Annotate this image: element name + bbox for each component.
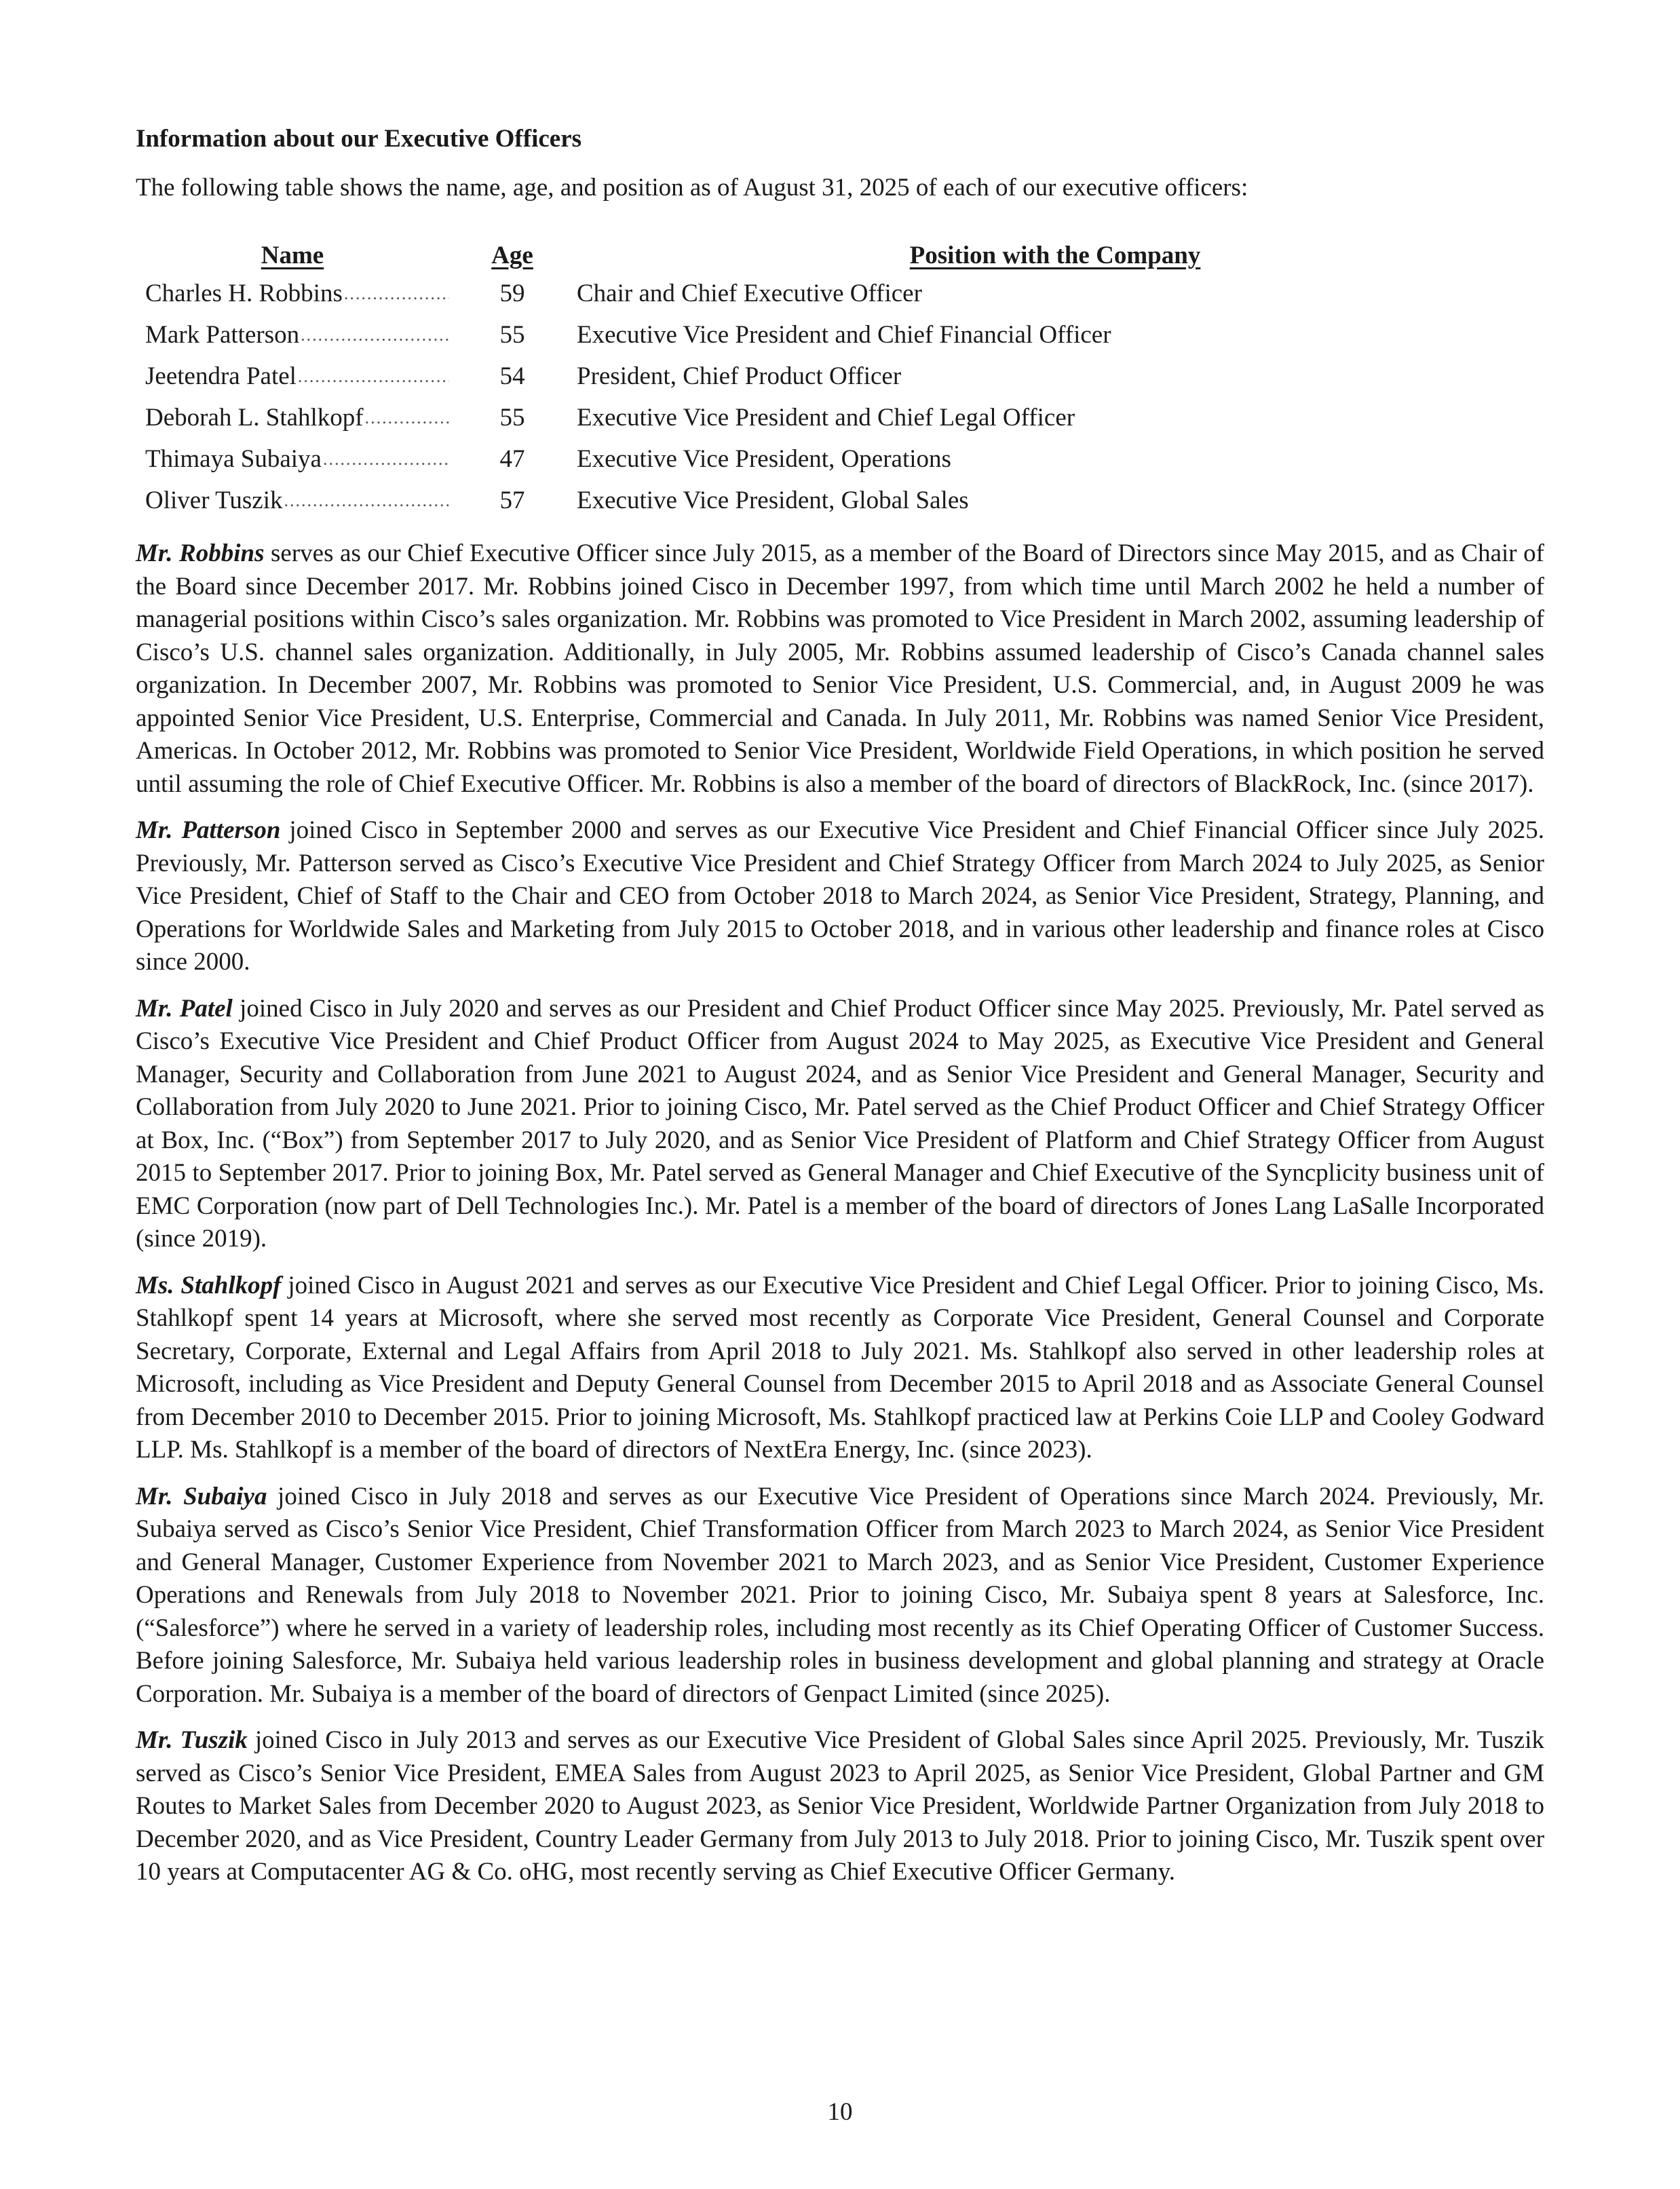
officer-name: Jeetendra Patel: [145, 362, 297, 390]
table-row: [136, 273, 1544, 314]
officer-position: Executive Vice President, Operations: [577, 445, 951, 473]
officer-age: 54: [499, 362, 525, 390]
bio-lead-name: Mr. Patel: [136, 994, 233, 1023]
officer-name: Oliver Tuszik: [145, 487, 283, 514]
table-row: [136, 480, 1544, 521]
column-header-name: Name: [261, 242, 324, 269]
table-row: [136, 356, 1544, 397]
bio-paragraph-stahlkopf: [136, 1270, 1544, 1467]
dot-leader: [283, 480, 449, 521]
officer-position: President, Chief Product Officer: [577, 362, 902, 390]
officer-name-cell: [145, 438, 449, 480]
officer-name-cell: [145, 273, 449, 314]
bio-lead-name: Mr. Patterson: [136, 816, 281, 844]
bio-lead-name: Mr. Robbins: [136, 539, 265, 567]
section-title: Information about our Executive Officers: [136, 125, 582, 153]
officer-name-cell: [145, 356, 449, 397]
document-page: [136, 122, 1544, 1889]
dot-leader: [322, 438, 449, 480]
officer-age: 47: [499, 445, 525, 473]
officer-age: 57: [499, 487, 525, 514]
column-header-age: Age: [491, 242, 533, 269]
officer-name-cell: [145, 314, 449, 356]
bio-paragraph-patel: [136, 993, 1544, 1256]
bio-paragraph-patterson: [136, 814, 1544, 979]
page-number: 10: [827, 2098, 853, 2126]
bio-lead-name: Mr. Tuszik: [136, 1726, 248, 1754]
dot-leader: [343, 273, 449, 314]
column-header-position: Position with the Company: [909, 242, 1201, 269]
bio-paragraph-tuszik: [136, 1724, 1544, 1889]
bio-text: joined Cisco in September 2000 and serves as our Executive Vice President and Chief Financial Officer since July 2025. Previously, Mr. Patterson served as Cisco’s Executive Vice President and Chief Strategy Officer from March 2024 to July 2025, as Senior Vice President, Chief of Staff to the Chair and CEO from October 2018 to March 2024, as Senior Vice President, Strategy, Planning, and Operations for Worldwide Sales and Marketing from July 2015 to October 2018, and in various other leadership and finance roles at Cisco since 2000.: [136, 816, 1544, 976]
dot-leader: [299, 314, 449, 356]
officer-name-cell: [145, 397, 449, 438]
bio-text: joined Cisco in August 2021 and serves as our Executive Vice President and Chief Legal Officer. Prior to joining Cisco, Ms. Stahlkopf spent 14 years at Microsoft, where she served most recently as Corporate Vice President, General Counsel and Corporate Secretary, Corporate, External and Legal Affairs from April 2018 to July 2021. Ms. Stahlkopf also served in other leadership roles at Microsoft, including as Vice President and Deputy General Counsel from December 2015 to April 2018 and as Associate General Counsel from December 2010 to December 2015. Prior to joining Microsoft, Ms. Stahlkopf practiced law at Perkins Coie LLP and Cooley Godward LLP. Ms. Stahlkopf is a member of the board of directors of NextEra Energy, Inc. (since 2023).: [136, 1271, 1544, 1464]
table-intro: The following table shows the name, age, and position as of August 31, 2025 of each of our executive officers:: [136, 174, 1248, 202]
bio-lead-name: Mr. Subaiya: [136, 1482, 267, 1510]
executive-officers-table: [136, 239, 1544, 524]
table-row: [136, 314, 1544, 356]
officer-position: Chair and Chief Executive Officer: [577, 280, 922, 307]
bio-paragraph-robbins: [136, 537, 1544, 801]
bio-lead-name: Ms. Stahlkopf: [136, 1271, 282, 1299]
officer-position: Executive Vice President and Chief Legal Officer: [577, 404, 1075, 432]
officer-name: Deborah L. Stahlkopf: [145, 404, 364, 432]
bio-text: joined Cisco in July 2013 and serves as our Executive Vice President of Global Sales since April 2025. Previously, Mr. Tuszik served as Cisco’s Senior Vice President, EMEA Sales from August 2023 to April 2025, as Senior Vice President, Global Partner and GM Routes to Market Sales from December 2020 to August 2023, as Senior Vice President, Worldwide Partner Organization from July 2018 to December 2020, and as Vice President, Country Leader Germany from July 2013 to July 2018. Prior to joining Cisco, Mr. Tuszik spent over 10 years at Computacenter AG & Co. oHG, most recently serving as Chief Executive Officer Germany.: [136, 1726, 1545, 1886]
officer-name: Mark Patterson: [145, 321, 300, 349]
bio-text: joined Cisco in July 2018 and serves as our Executive Vice President of Operations since March 2024. Previously, Mr. Subaiya served as Cisco’s Senior Vice President, Chief Transformation Officer from March 2023 to March 2024, as Senior Vice President and General Manager, Customer Experience from November 2021 to March 2023, and as Senior Vice President, Customer Experience Operations and Renewals from July 2018 to November 2021. Prior to joining Cisco, Mr. Subaiya spent 8 years at Salesforce, Inc. (“Salesforce”) where he served in a variety of leadership roles, including most recently as its Chief Operating Officer of Customer Success. Before joining Salesforce, Mr. Subaiya held various leadership roles in business development and global planning and strategy at Oracle Corporation. Mr. Subaiya is a member of the board of directors of Genpact Limited (since 2025).: [136, 1482, 1544, 1708]
dot-leader: [364, 397, 449, 438]
bio-paragraph-subaiya: [136, 1481, 1544, 1711]
officer-age: 59: [499, 280, 525, 307]
bio-text: serves as our Chief Executive Officer since July 2015, as a member of the Board of Directors since May 2015, and as Chair of the Board since December 2017. Mr. Robbins joined Cisco in December 1997, from which time until March 2002 he held a number of managerial positions within Cisco’s sales organization. Mr. Robbins was promoted to Vice President in March 2002, assuming leadership of Cisco’s U.S. channel sales organization. Additionally, in July 2005, Mr. Robbins assumed leadership of Cisco’s Canada channel sales organization. In December 2007, Mr. Robbins was promoted to Senior Vice President, U.S. Commercial, and, in August 2009 he was appointed Senior Vice President, U.S. Enterprise, Commercial and Canada. In July 2011, Mr. Robbins was named Senior Vice President, Americas. In October 2012, Mr. Robbins was promoted to Senior Vice President, Worldwide Field Operations, in which position he served until assuming the role of Chief Executive Officer. Mr. Robbins is also a member of the board of directors of BlackRock, Inc. (since 2017).: [136, 539, 1544, 798]
officer-position: Executive Vice President, Global Sales: [577, 487, 969, 514]
table-row: [136, 397, 1544, 438]
officer-name-cell: [145, 480, 449, 521]
officer-name: Thimaya Subaiya: [145, 445, 322, 473]
officer-age: 55: [499, 321, 525, 349]
officer-name: Charles H. Robbins: [145, 280, 343, 307]
table-row: [136, 438, 1544, 480]
officer-age: 55: [499, 404, 525, 432]
bio-text: joined Cisco in July 2020 and serves as our President and Chief Product Officer since May 2025. Previously, Mr. Patel served as Cisco’s Executive Vice President and Chief Product Officer from August 2024 to May 2025, as Executive Vice President and General Manager, Security and Collaboration from June 2021 to August 2024, and as Senior Vice President and General Manager, Security and Collaboration from July 2020 to June 2021. Prior to joining Cisco, Mr. Patel served as the Chief Product Officer and Chief Strategy Officer at Box, Inc. (“Box”) from September 2017 to July 2020, and as Senior Vice President of Platform and Chief Strategy Officer from August 2015 to September 2017. Prior to joining Box, Mr. Patel served as General Manager and Chief Executive of the Syncplicity business unit of EMC Corporation (now part of Dell Technologies Inc.). Mr. Patel is a member of the board of directors of Jones Lang LaSalle Incorporated (since 2019).: [136, 994, 1544, 1253]
officer-position: Executive Vice President and Chief Financial Officer: [577, 321, 1111, 349]
dot-leader: [297, 356, 449, 397]
